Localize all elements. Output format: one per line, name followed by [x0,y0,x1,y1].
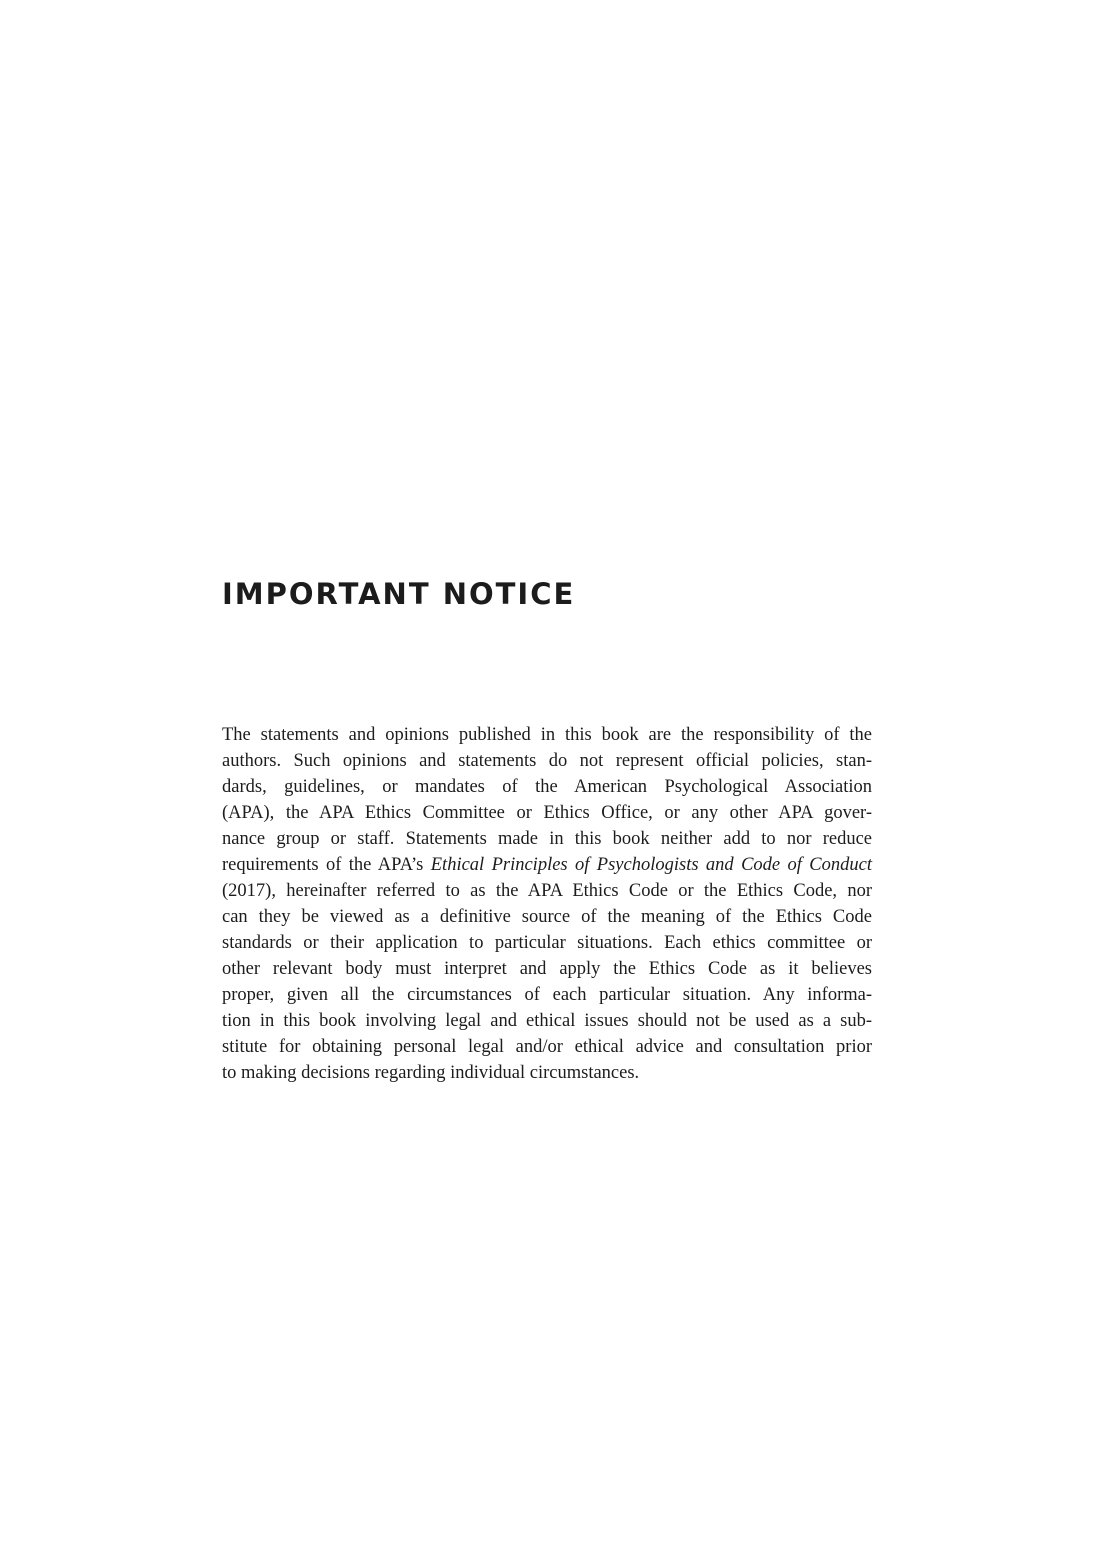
paragraph-line: nance group or staff. Statements made in this book neither add to nor reduce [222,829,872,849]
paragraph-line: stitute for obtaining personal legal and/or ethical advice and consultation prior [222,1037,872,1057]
paragraph-line: dards, guidelines, or mandates of the American Psychological Association [222,777,872,797]
paragraph-line: standards or their application to particular situations. Each ethics committee or [222,933,872,953]
paragraph-line: (APA), the APA Ethics Committee or Ethics Office, or any other APA gover- [222,803,872,823]
line-text-before-title: requirements of the APA’s [222,855,431,875]
page-title: IMPORTANT NOTICE [222,577,576,611]
paragraph-line: The statements and opinions published in this book are the responsibility of the [222,725,872,745]
paragraph-line-with-citation [222,852,872,878]
paragraph-line: proper, given all the circumstances of each particular situation. Any informa- [222,985,872,1005]
paragraph-line: other relevant body must interpret and apply the Ethics Code as it believes [222,959,872,979]
paragraph-line: tion in this book involving legal and ethical issues should not be used as a sub- [222,1011,872,1031]
notice-paragraph [222,722,872,1086]
paragraph-last-line: to making decisions regarding individual circumstances. [222,1063,640,1083]
paragraph-line: (2017), hereinafter referred to as the APA Ethics Code or the Ethics Code, nor [222,881,872,901]
paragraph-line: can they be viewed as a definitive source of the meaning of the Ethics Code [222,907,872,927]
ethics-code-title: Ethical Principles of Psychologists and Code of Conduct [430,855,872,875]
paragraph-line: authors. Such opinions and statements do not represent official policies, stan- [222,751,872,771]
